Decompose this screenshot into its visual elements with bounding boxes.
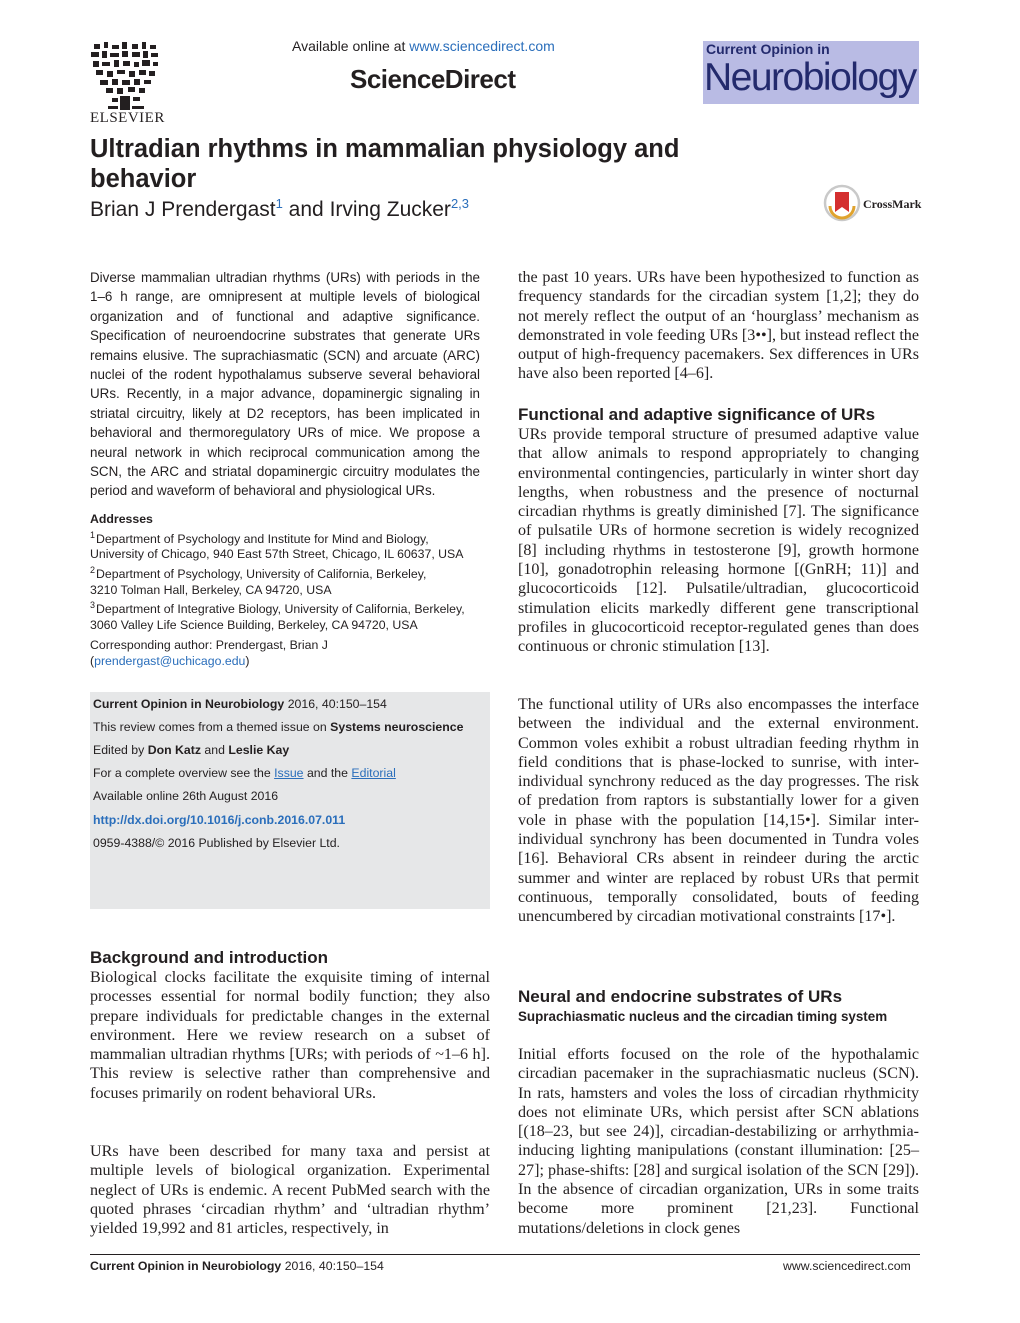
address-3-cont: 3060 Valley Life Science Building, Berkeley, CA 94720, USA: [90, 617, 418, 632]
functional-paragraph-2: The functional utility of URs also encompasses the interface between the individual and the external environment. Common voles exhibit a robust ultradian feeding rhythm in field conditions that is phase-locked to sunrise, with inter-individual synchrony reduced as the day progresses. The risk of predation from raptors is substantially lower for a given vole in phase with the population [14,15•]. Similar inter-individual synchrony has been documented in Tundra voles [16]. Behavioral CRs absent in reindeer during the arctic summer and winter are replaced by robust URs that permit continuous, temporally consolidated, bouts of feeding unencumbered by circadian motivational constraints [17•].: [518, 696, 919, 926]
address-1: $^1$ Department of Psychology and Institute for Mind and Biology,: [90, 529, 429, 546]
author-email-link[interactable]: prendergast@uchicago.edu: [94, 654, 246, 668]
section-heading-functional: Functional and adaptive significance of URs: [518, 405, 876, 424]
background-paragraph-2: URs have been described for many taxa and persist at multiple levels of biological organization. Experimental neglect of URs is endemic. A recent PubMed search with the quoted phrases ‘circadian rhythm’ and ‘ultradian rhythm’ yielded 19,992 and 81 articles, respectively, in: [90, 1143, 490, 1238]
available-online-line: Available online at www.sciencedirect.com: [292, 38, 555, 54]
info-copyright: 0959-4388/© 2016 Published by Elsevier Ltd.: [93, 836, 340, 850]
section-heading-background: Background and introduction: [90, 948, 328, 967]
footer-divider: [90, 1254, 920, 1255]
background-paragraph-1: Biological clocks facilitate the exquisite timing of internal processes essential for normal bodily function; they also prepare individuals for predictable changes in the external environment. Here we review research on a subset of mammalian ultradian rhythms [URs; with periods of ~1–6 h]. This review is selective rather than comprehensive and focuses primarily on rodent behavioral URs.: [90, 969, 490, 1102]
functional-paragraph-1: URs provide temporal structure of presumed adaptive value that allow animals to respond appropriately to changing environmental contingencies, particularly in winter short day lengths, when robustness and the presence of nocturnal circadian rhythms is greatly diminished [7]. The significance of pulsatile URs of hormone secretion is widely recognized [8] including rhythms in testosterone [9], growth hormone [10], gonadotrophin releasing hormone [(GnRH; 11)] and glucocorticoids [12]. Pulsatile/ultradian, glucocorticoid stimulation elicits markedly different gene transcriptional profiles in glucocorticoid receptor-regulated genes than does continuous or chronic stimulation [13].: [518, 426, 919, 656]
address-2-cont: 3210 Tolman Hall, Berkeley, CA 94720, USA: [90, 582, 332, 597]
doi-link[interactable]: http://dx.doi.org/10.1016/j.conb.2016.07.011: [93, 813, 346, 827]
author-1-affiliation[interactable]: 1: [275, 196, 283, 211]
info-editors: Edited by Don Katz and Leslie Kay: [93, 743, 290, 757]
issue-link[interactable]: Issue: [274, 766, 304, 780]
sciencedirect-link[interactable]: www.sciencedirect.com: [409, 38, 555, 54]
author-line: Brian J Prendergast$^1$ and Irving Zucker$^{2,3}$: [90, 196, 470, 221]
info-available-date: Available online 26th August 2016: [93, 789, 279, 803]
crossmark-icon[interactable]: [823, 184, 861, 222]
subsection-heading-scn: Suprachiasmatic nucleus and the circadian timing system: [518, 1009, 888, 1024]
background-paragraph-2-continued: the past 10 years. URs have been hypothesized to function as frequency standards for the circadian system [1,2]; they do not merely reflect the output of an ‘hourglass’ mechanism as demonstrated in vole feeding URs [3••], but instead reflect the output of high-frequency pacemakers. Sex differences in URs have also been reported [4–6].: [518, 269, 919, 383]
info-themed-issue: This review comes from a themed issue on Systems neuroscience: [93, 720, 464, 734]
abstract: Diverse mammalian ultradian rhythms (URs) with periods in the 1–6 h range, are omnipresent at multiple levels of biological organization and of functional and adaptive significance. Specification of neuroendocrine substrates that generate URs remains elusive. The suprachiasmatic (SCN) and arcuate (ARC) nuclei of the rodent hypothalamus subserve several behavioral URs. Recently, in a major advance, dopaminergic signaling in striatal circuitry, likely at D2 receptors, has been implicated in behavioral and thermoregulatory URs of mice. We propose a neural network in which reciprocal communication among the SCN, the ARC and striatal dopaminergic circuitry modulates the period and waveform of behavioral and physiological URs.: [90, 270, 480, 499]
info-citation: Current Opinion in Neurobiology 2016, 40:150–154: [93, 697, 387, 711]
crossmark-label[interactable]: CrossMark: [863, 197, 922, 211]
author-2-affiliation[interactable]: 2,3: [450, 196, 470, 211]
publisher-name: ELSEVIER: [90, 110, 165, 126]
neural-paragraph-1: Initial efforts focused on the role of the hypothalamic circadian pacemaker in the suprachiasmatic nucleus (SCN). In rats, hamsters and voles the loss of circadian rhythmicity does not eliminate URs, which persist after SCN ablations [(18–23, but see 24)], circadian-destabilizing or arrhythmia-inducing lighting manipulations (constant illumination: [25–27]; phase-shifts: [28] and surgical isolation of the SCN [29]). In the absence of circadian organization, URs in some traits become more prominent [21,23]. Functional mutations/deletions in clock genes: [518, 1046, 919, 1237]
footer-citation: Current Opinion in Neurobiology 2016, 40:150–154: [90, 1259, 384, 1273]
journal-banner-title: Neurobiology: [704, 56, 916, 99]
author-1: Brian J Prendergast: [90, 198, 276, 221]
journal-banner-top: Current Opinion in: [706, 41, 830, 57]
sciencedirect-brand: ScienceDirect: [350, 64, 516, 94]
author-2: Irving Zucker: [329, 198, 451, 221]
addresses: [90, 512, 490, 633]
info-overview: For a complete overview see the Issue and the Editorial: [93, 766, 396, 780]
article-title: Ultradian rhythms in mammalian physiology and behavior: [90, 135, 680, 193]
section-heading-neural: Neural and endocrine substrates of URs: [518, 987, 843, 1006]
address-1-cont: University of Chicago, 940 East 57th Street, Chicago, IL 60637, USA: [90, 547, 464, 562]
address-3: $^3$ Department of Integrative Biology, University of California, Berkeley,: [90, 600, 465, 617]
address-2: $^2$ Department of Psychology, University of California, Berkeley,: [90, 564, 427, 581]
footer-url[interactable]: www.sciencedirect.com: [783, 1259, 911, 1273]
editorial-link[interactable]: Editorial: [351, 766, 396, 780]
addresses-heading: Addresses: [90, 512, 153, 526]
corresponding-author: Corresponding author: Prendergast, Brian J (prendergast@uchicago.edu): [90, 638, 328, 668]
